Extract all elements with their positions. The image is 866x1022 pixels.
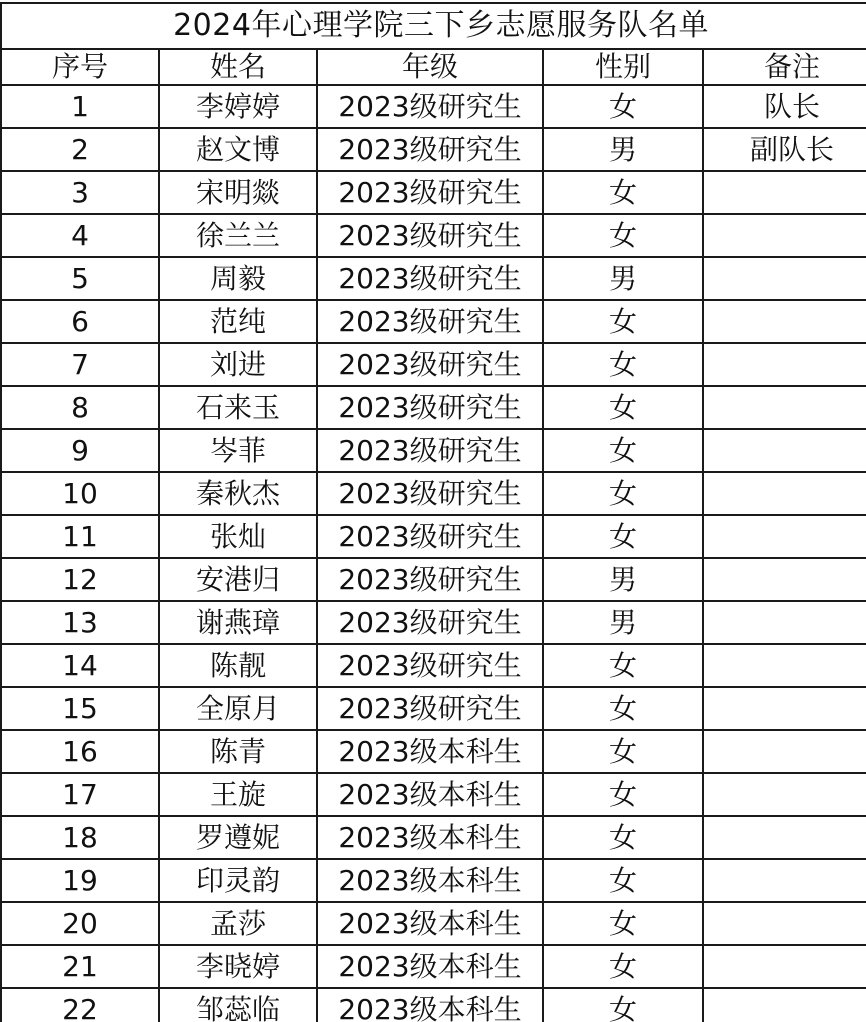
- cell-note: [703, 859, 866, 902]
- cell-name: 范纯: [159, 300, 317, 343]
- cell-gender: 女: [543, 988, 703, 1022]
- cell-no: 19: [1, 859, 159, 902]
- table-row: [1, 558, 866, 601]
- cell-name: 李晓婷: [159, 945, 317, 988]
- table-row: [1, 85, 866, 128]
- cell-note: [703, 730, 866, 773]
- cell-grade: 2023级本科生: [317, 773, 543, 816]
- cell-note: [703, 601, 866, 644]
- cell-grade: 2023级研究生: [317, 171, 543, 214]
- table-row: [1, 171, 866, 214]
- cell-no: 1: [1, 85, 159, 128]
- table-row: [1, 515, 866, 558]
- cell-gender: 男: [543, 558, 703, 601]
- cell-no: 18: [1, 816, 159, 859]
- cell-no: 3: [1, 171, 159, 214]
- table-row: [1, 128, 866, 171]
- cell-name: 罗遵妮: [159, 816, 317, 859]
- cell-note: [703, 773, 866, 816]
- table-row: [1, 300, 866, 343]
- cell-name: 印灵韵: [159, 859, 317, 902]
- table-row: [1, 816, 866, 859]
- cell-note: 队长: [703, 85, 866, 128]
- cell-no: 7: [1, 343, 159, 386]
- cell-no: 9: [1, 429, 159, 472]
- cell-name: 陈青: [159, 730, 317, 773]
- cell-name: 周毅: [159, 257, 317, 300]
- cell-grade: 2023级研究生: [317, 128, 543, 171]
- cell-name: 全原月: [159, 687, 317, 730]
- column-header-no: 序号: [1, 49, 159, 85]
- table-row: [1, 429, 866, 472]
- column-header-gender: 性别: [543, 49, 703, 85]
- roster-table: [0, 2, 866, 1022]
- column-header-name: 姓名: [159, 49, 317, 85]
- cell-gender: 女: [543, 515, 703, 558]
- cell-gender: 女: [543, 472, 703, 515]
- cell-grade: 2023级本科生: [317, 859, 543, 902]
- cell-gender: 女: [543, 343, 703, 386]
- cell-name: 岑菲: [159, 429, 317, 472]
- cell-grade: 2023级研究生: [317, 214, 543, 257]
- table-row: [1, 257, 866, 300]
- cell-note: [703, 386, 866, 429]
- header-row: [1, 49, 866, 85]
- cell-gender: 男: [543, 128, 703, 171]
- cell-no: 20: [1, 902, 159, 945]
- cell-gender: 女: [543, 171, 703, 214]
- cell-no: 12: [1, 558, 159, 601]
- cell-note: [703, 945, 866, 988]
- cell-note: 副队长: [703, 128, 866, 171]
- cell-name: 谢燕璋: [159, 601, 317, 644]
- table-row: [1, 343, 866, 386]
- cell-no: 22: [1, 988, 159, 1022]
- cell-gender: 女: [543, 429, 703, 472]
- table-title: 2024年心理学院三下乡志愿服务队名单: [1, 3, 866, 49]
- cell-no: 15: [1, 687, 159, 730]
- title-row: [1, 3, 866, 49]
- cell-no: 8: [1, 386, 159, 429]
- cell-gender: 女: [543, 945, 703, 988]
- cell-name: 宋明燚: [159, 171, 317, 214]
- cell-grade: 2023级研究生: [317, 429, 543, 472]
- cell-name: 邹蕊临: [159, 988, 317, 1022]
- cell-no: 13: [1, 601, 159, 644]
- cell-no: 2: [1, 128, 159, 171]
- cell-name: 赵文博: [159, 128, 317, 171]
- cell-name: 王旋: [159, 773, 317, 816]
- cell-no: 16: [1, 730, 159, 773]
- cell-grade: 2023级本科生: [317, 730, 543, 773]
- cell-no: 6: [1, 300, 159, 343]
- cell-gender: 男: [543, 257, 703, 300]
- cell-name: 张灿: [159, 515, 317, 558]
- cell-grade: 2023级研究生: [317, 386, 543, 429]
- cell-no: 14: [1, 644, 159, 687]
- cell-grade: 2023级本科生: [317, 945, 543, 988]
- cell-note: [703, 429, 866, 472]
- cell-gender: 女: [543, 902, 703, 945]
- cell-note: [703, 214, 866, 257]
- cell-grade: 2023级本科生: [317, 988, 543, 1022]
- cell-note: [703, 515, 866, 558]
- cell-gender: 女: [543, 816, 703, 859]
- cell-grade: 2023级研究生: [317, 687, 543, 730]
- table-row: [1, 730, 866, 773]
- cell-grade: 2023级本科生: [317, 816, 543, 859]
- cell-gender: 女: [543, 85, 703, 128]
- table-row: [1, 472, 866, 515]
- cell-note: [703, 816, 866, 859]
- cell-gender: 女: [543, 730, 703, 773]
- cell-grade: 2023级研究生: [317, 515, 543, 558]
- table-row: [1, 988, 866, 1022]
- column-header-grade: 年级: [317, 49, 543, 85]
- cell-no: 11: [1, 515, 159, 558]
- cell-note: [703, 472, 866, 515]
- cell-name: 石来玉: [159, 386, 317, 429]
- cell-no: 4: [1, 214, 159, 257]
- cell-grade: 2023级研究生: [317, 472, 543, 515]
- cell-note: [703, 988, 866, 1022]
- table-row: [1, 902, 866, 945]
- table-row: [1, 687, 866, 730]
- table-row: [1, 859, 866, 902]
- table-row: [1, 773, 866, 816]
- table-row: [1, 601, 866, 644]
- cell-note: [703, 257, 866, 300]
- cell-gender: 女: [543, 773, 703, 816]
- cell-name: 李婷婷: [159, 85, 317, 128]
- cell-grade: 2023级研究生: [317, 257, 543, 300]
- cell-no: 17: [1, 773, 159, 816]
- table-row: [1, 644, 866, 687]
- cell-grade: 2023级研究生: [317, 558, 543, 601]
- cell-grade: 2023级研究生: [317, 300, 543, 343]
- table-row: [1, 945, 866, 988]
- cell-note: [703, 687, 866, 730]
- cell-grade: 2023级研究生: [317, 644, 543, 687]
- cell-name: 孟莎: [159, 902, 317, 945]
- cell-grade: 2023级研究生: [317, 601, 543, 644]
- cell-grade: 2023级研究生: [317, 343, 543, 386]
- cell-note: [703, 171, 866, 214]
- cell-note: [703, 343, 866, 386]
- cell-gender: 女: [543, 687, 703, 730]
- cell-name: 刘进: [159, 343, 317, 386]
- cell-no: 21: [1, 945, 159, 988]
- cell-name: 秦秋杰: [159, 472, 317, 515]
- cell-gender: 女: [543, 300, 703, 343]
- cell-gender: 男: [543, 601, 703, 644]
- cell-note: [703, 644, 866, 687]
- cell-name: 安港归: [159, 558, 317, 601]
- cell-name: 陈靓: [159, 644, 317, 687]
- cell-grade: 2023级研究生: [317, 85, 543, 128]
- cell-note: [703, 902, 866, 945]
- cell-grade: 2023级本科生: [317, 902, 543, 945]
- cell-gender: 女: [543, 644, 703, 687]
- cell-no: 10: [1, 472, 159, 515]
- cell-gender: 女: [543, 386, 703, 429]
- cell-note: [703, 558, 866, 601]
- cell-note: [703, 300, 866, 343]
- cell-gender: 女: [543, 859, 703, 902]
- cell-gender: 女: [543, 214, 703, 257]
- table-row: [1, 386, 866, 429]
- table-row: [1, 214, 866, 257]
- column-header-note: 备注: [703, 49, 866, 85]
- cell-name: 徐兰兰: [159, 214, 317, 257]
- cell-no: 5: [1, 257, 159, 300]
